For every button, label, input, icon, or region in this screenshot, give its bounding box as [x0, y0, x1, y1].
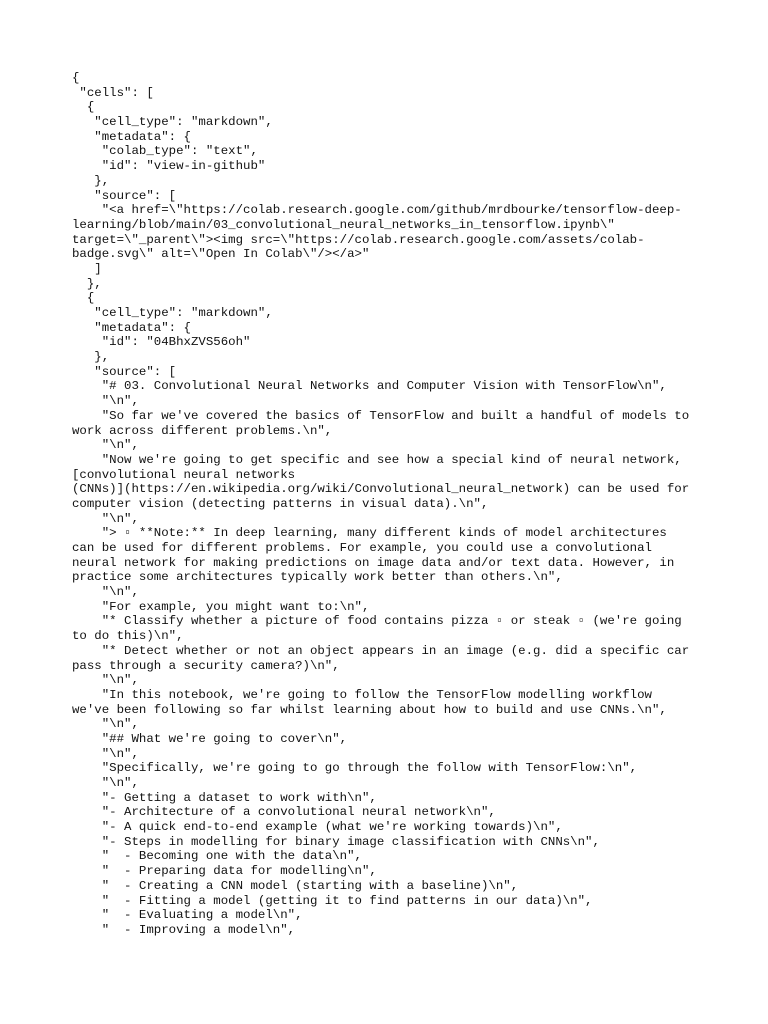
document-line: we've been following so far whilst learning about how to build and use CNNs.\n",: [72, 702, 667, 717]
document-line: computer vision (detecting patterns in visual data).\n",: [72, 496, 489, 511]
document-line: "source": [: [72, 364, 177, 379]
document-line: "\n",: [72, 394, 139, 409]
document-line: {: [72, 71, 80, 85]
document-line: ]: [72, 261, 102, 276]
document-line: target=\"_parent\"><img src=\"https://colab.research.google.com/assets/colab-: [72, 232, 645, 247]
document-line: " - Preparing data for modelling\n",: [72, 864, 377, 879]
document-line: " - Becoming one with the data\n",: [72, 849, 362, 864]
document-line: can be used for different problems. For example, you could use a convolutional: [72, 541, 652, 555]
document-line: "colab_type": "text",: [72, 144, 258, 159]
document-line: "source": [: [72, 188, 177, 203]
document-line: "\n",: [72, 511, 139, 526]
document-line: pass through a security camera?)\n",: [72, 658, 340, 673]
document-line: "metadata": {: [72, 320, 191, 335]
document-line: "\n",: [72, 746, 139, 761]
document-line: "* Detect whether or not an object appears in an image (e.g. did a specific car: [72, 643, 690, 658]
document-line: "So far we've covered the basics of TensorFlow and built a handful of models to: [72, 408, 690, 423]
document-line: [convolutional neural networks: [72, 467, 296, 482]
document-line: "\n",: [72, 717, 139, 732]
document-line: "## What we're going to cover\n",: [72, 731, 348, 746]
document-line: "> ▫ **Note:** In deep learning, many different kinds of model architectures: [72, 526, 667, 541]
document-line: "\n",: [72, 438, 139, 453]
document-line: to do this)\n",: [72, 629, 184, 644]
document-line: "- Architecture of a convolutional neural network\n",: [72, 805, 496, 820]
document-line: "- A quick end-to-end example (what we're working towards)\n",: [72, 820, 563, 835]
document-line: "id": "view-in-github": [72, 159, 266, 174]
document-line: learning/blob/main/03_convolutional_neural_networks_in_tensorflow.ipynb\": [72, 217, 615, 232]
document-line: "In this notebook, we're going to follow the TensorFlow modelling workflow: [72, 687, 652, 702]
document-line: },: [72, 350, 110, 365]
document-line: "- Getting a dataset to work with\n",: [72, 790, 377, 805]
document-line: "cell_type": "markdown",: [72, 306, 273, 320]
document-line: " - Improving a model\n",: [72, 922, 296, 937]
document-line: "id": "04BhxZVS56oh": [72, 335, 251, 350]
document-line: "* Classify whether a picture of food contains pizza ▫ or steak ▫ (we're going: [72, 614, 682, 629]
document-line: "- Steps in modelling for binary image classification with CNNs\n",: [72, 834, 600, 849]
document-line: " - Evaluating a model\n",: [72, 908, 303, 923]
document-line: (CNNs)](https://en.wikipedia.org/wiki/Convolutional_neural_network) can be used for: [72, 482, 690, 497]
document-line: "For example, you might want to:\n",: [72, 599, 370, 614]
document-line: " - Creating a CNN model (starting with a baseline)\n",: [72, 878, 519, 893]
document-line: },: [72, 276, 102, 291]
document-line: badge.svg\" alt=\"Open In Colab\"/></a>": [72, 247, 370, 262]
document-line: "\n",: [72, 673, 139, 688]
document-line: practice some architectures typically work better than others.\n",: [72, 570, 563, 585]
document-line: "cells": [: [72, 85, 154, 100]
document-line: },: [72, 173, 110, 188]
document-line: work across different problems.\n",: [72, 423, 333, 438]
document-line: neural network for making predictions on image data and/or text data. However, in: [72, 555, 675, 570]
document-line: "\n",: [72, 776, 139, 790]
document-page: [72, 71, 702, 938]
document-line: "\n",: [72, 585, 139, 600]
document-line: "<a href=\"https://colab.research.google.com/github/mrdbourke/tensorflow-deep-: [72, 203, 682, 218]
document-line: {: [72, 291, 95, 306]
document-line: "Specifically, we're going to go through the follow with TensorFlow:\n",: [72, 761, 638, 776]
document-line: "cell_type": "markdown",: [72, 115, 273, 130]
document-line: " - Fitting a model (getting it to find patterns in our data)\n",: [72, 893, 593, 908]
document-line: "# 03. Convolutional Neural Networks and Computer Vision with TensorFlow\n",: [72, 379, 667, 394]
document-line: "metadata": {: [72, 129, 191, 144]
document-line: {: [72, 100, 95, 115]
document-line: "Now we're going to get specific and see how a special kind of neural network,: [72, 452, 682, 467]
